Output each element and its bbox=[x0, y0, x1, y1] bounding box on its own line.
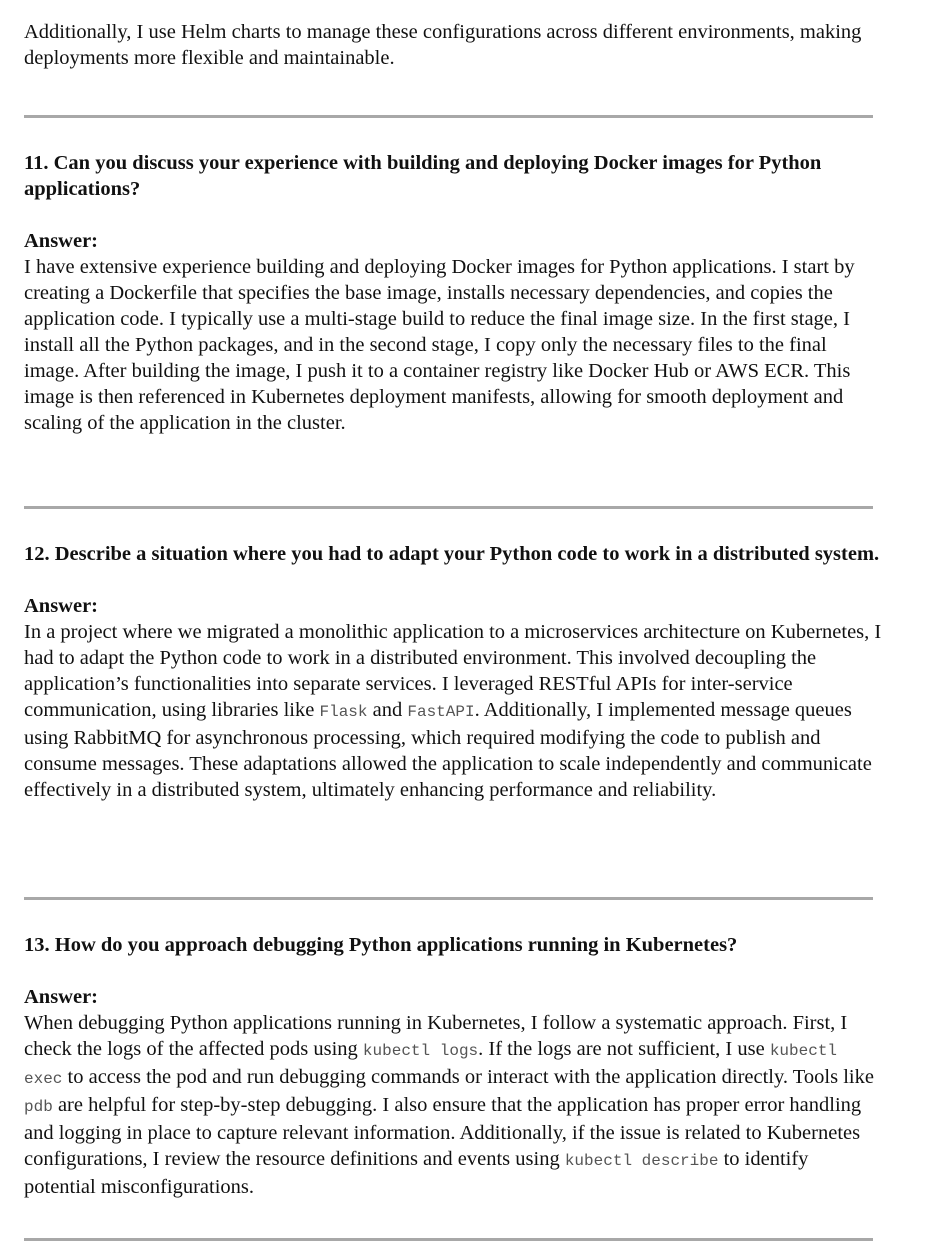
answer-paragraph: I have extensive experience building and deploying Docker images for Python applications. I start by creating a Dockerfile that specifies the base image, installs necessary dependencies, and copies the application code. I typically use a multi-stage build to reduce the final image size. In the first stage, I install all the Python packages, and in the second stage, I copy only the necessary files to the final image. After building the image, I push it to a container registry like Docker Hub or AWS ECR. This image is then referenced in Kubernetes deployment manifests, allowing for smooth deployment and scaling of the application in the cluster. bbox=[24, 256, 855, 434]
question-heading: 13. How do you approach debugging Python applications running in Kubernetes? bbox=[24, 934, 738, 956]
answer-label: Answer: bbox=[24, 595, 99, 617]
answer-label: Answer: bbox=[24, 230, 99, 252]
inline-code: Flask bbox=[319, 703, 368, 721]
answer-paragraph: In a project where we migrated a monolithic application to a microservices architecture on Kubernetes, I had to adapt the Python code to work in a distributed environment. This involved decoupling the application’s functionalities into separate services. I leveraged RESTful APIs for inter-service communication, using libraries like Flask and FastAPI. Additionally, I implemented message queues using RabbitMQ for asynchronous processing, which required modifying the code to publish and consume messages. These adaptations allowed the application to scale independently and communicate effectively in a distributed system, ultimately enhancing performance and reliability. bbox=[24, 621, 882, 801]
section-divider bbox=[24, 115, 873, 118]
section-divider bbox=[24, 506, 873, 509]
intro-paragraph: Additionally, I use Helm charts to manage these configurations across different environments, making deployments more flexible and maintainable. bbox=[24, 21, 862, 69]
qa-section-13 bbox=[24, 932, 884, 1200]
answer-paragraph: When debugging Python applications running in Kubernetes, I follow a systematic approach. First, I check the logs of the affected pods using kubectl logs. If the logs are not sufficient, I use kubectl exec to access the pod and run debugging commands or interact with the application directly. Tools like pdb are helpful for step-by-step debugging. I also ensure that the application has proper error handling and logging in place to capture relevant information. Additionally, if the issue is related to Kubernetes configurations, I review the resource definitions and events using kubectl describe to identify potential misconfigurations. bbox=[24, 1012, 874, 1198]
answer-label: Answer: bbox=[24, 986, 99, 1008]
inline-code: kubectl describe bbox=[564, 1152, 719, 1170]
inline-code: pdb bbox=[24, 1098, 53, 1116]
inline-code: FastAPI bbox=[407, 703, 475, 721]
inline-code: kubectl logs bbox=[362, 1042, 479, 1060]
section-divider bbox=[24, 897, 873, 900]
qa-section-11 bbox=[24, 150, 884, 436]
section-divider bbox=[24, 1238, 873, 1241]
question-heading: 12. Describe a situation where you had to adapt your Python code to work in a distributed system. bbox=[24, 543, 880, 565]
inline-code: kubectl exec bbox=[24, 1042, 838, 1088]
question-heading: 11. Can you discuss your experience with building and deploying Docker images for Python applications? bbox=[24, 152, 822, 200]
qa-section-12 bbox=[24, 541, 884, 803]
